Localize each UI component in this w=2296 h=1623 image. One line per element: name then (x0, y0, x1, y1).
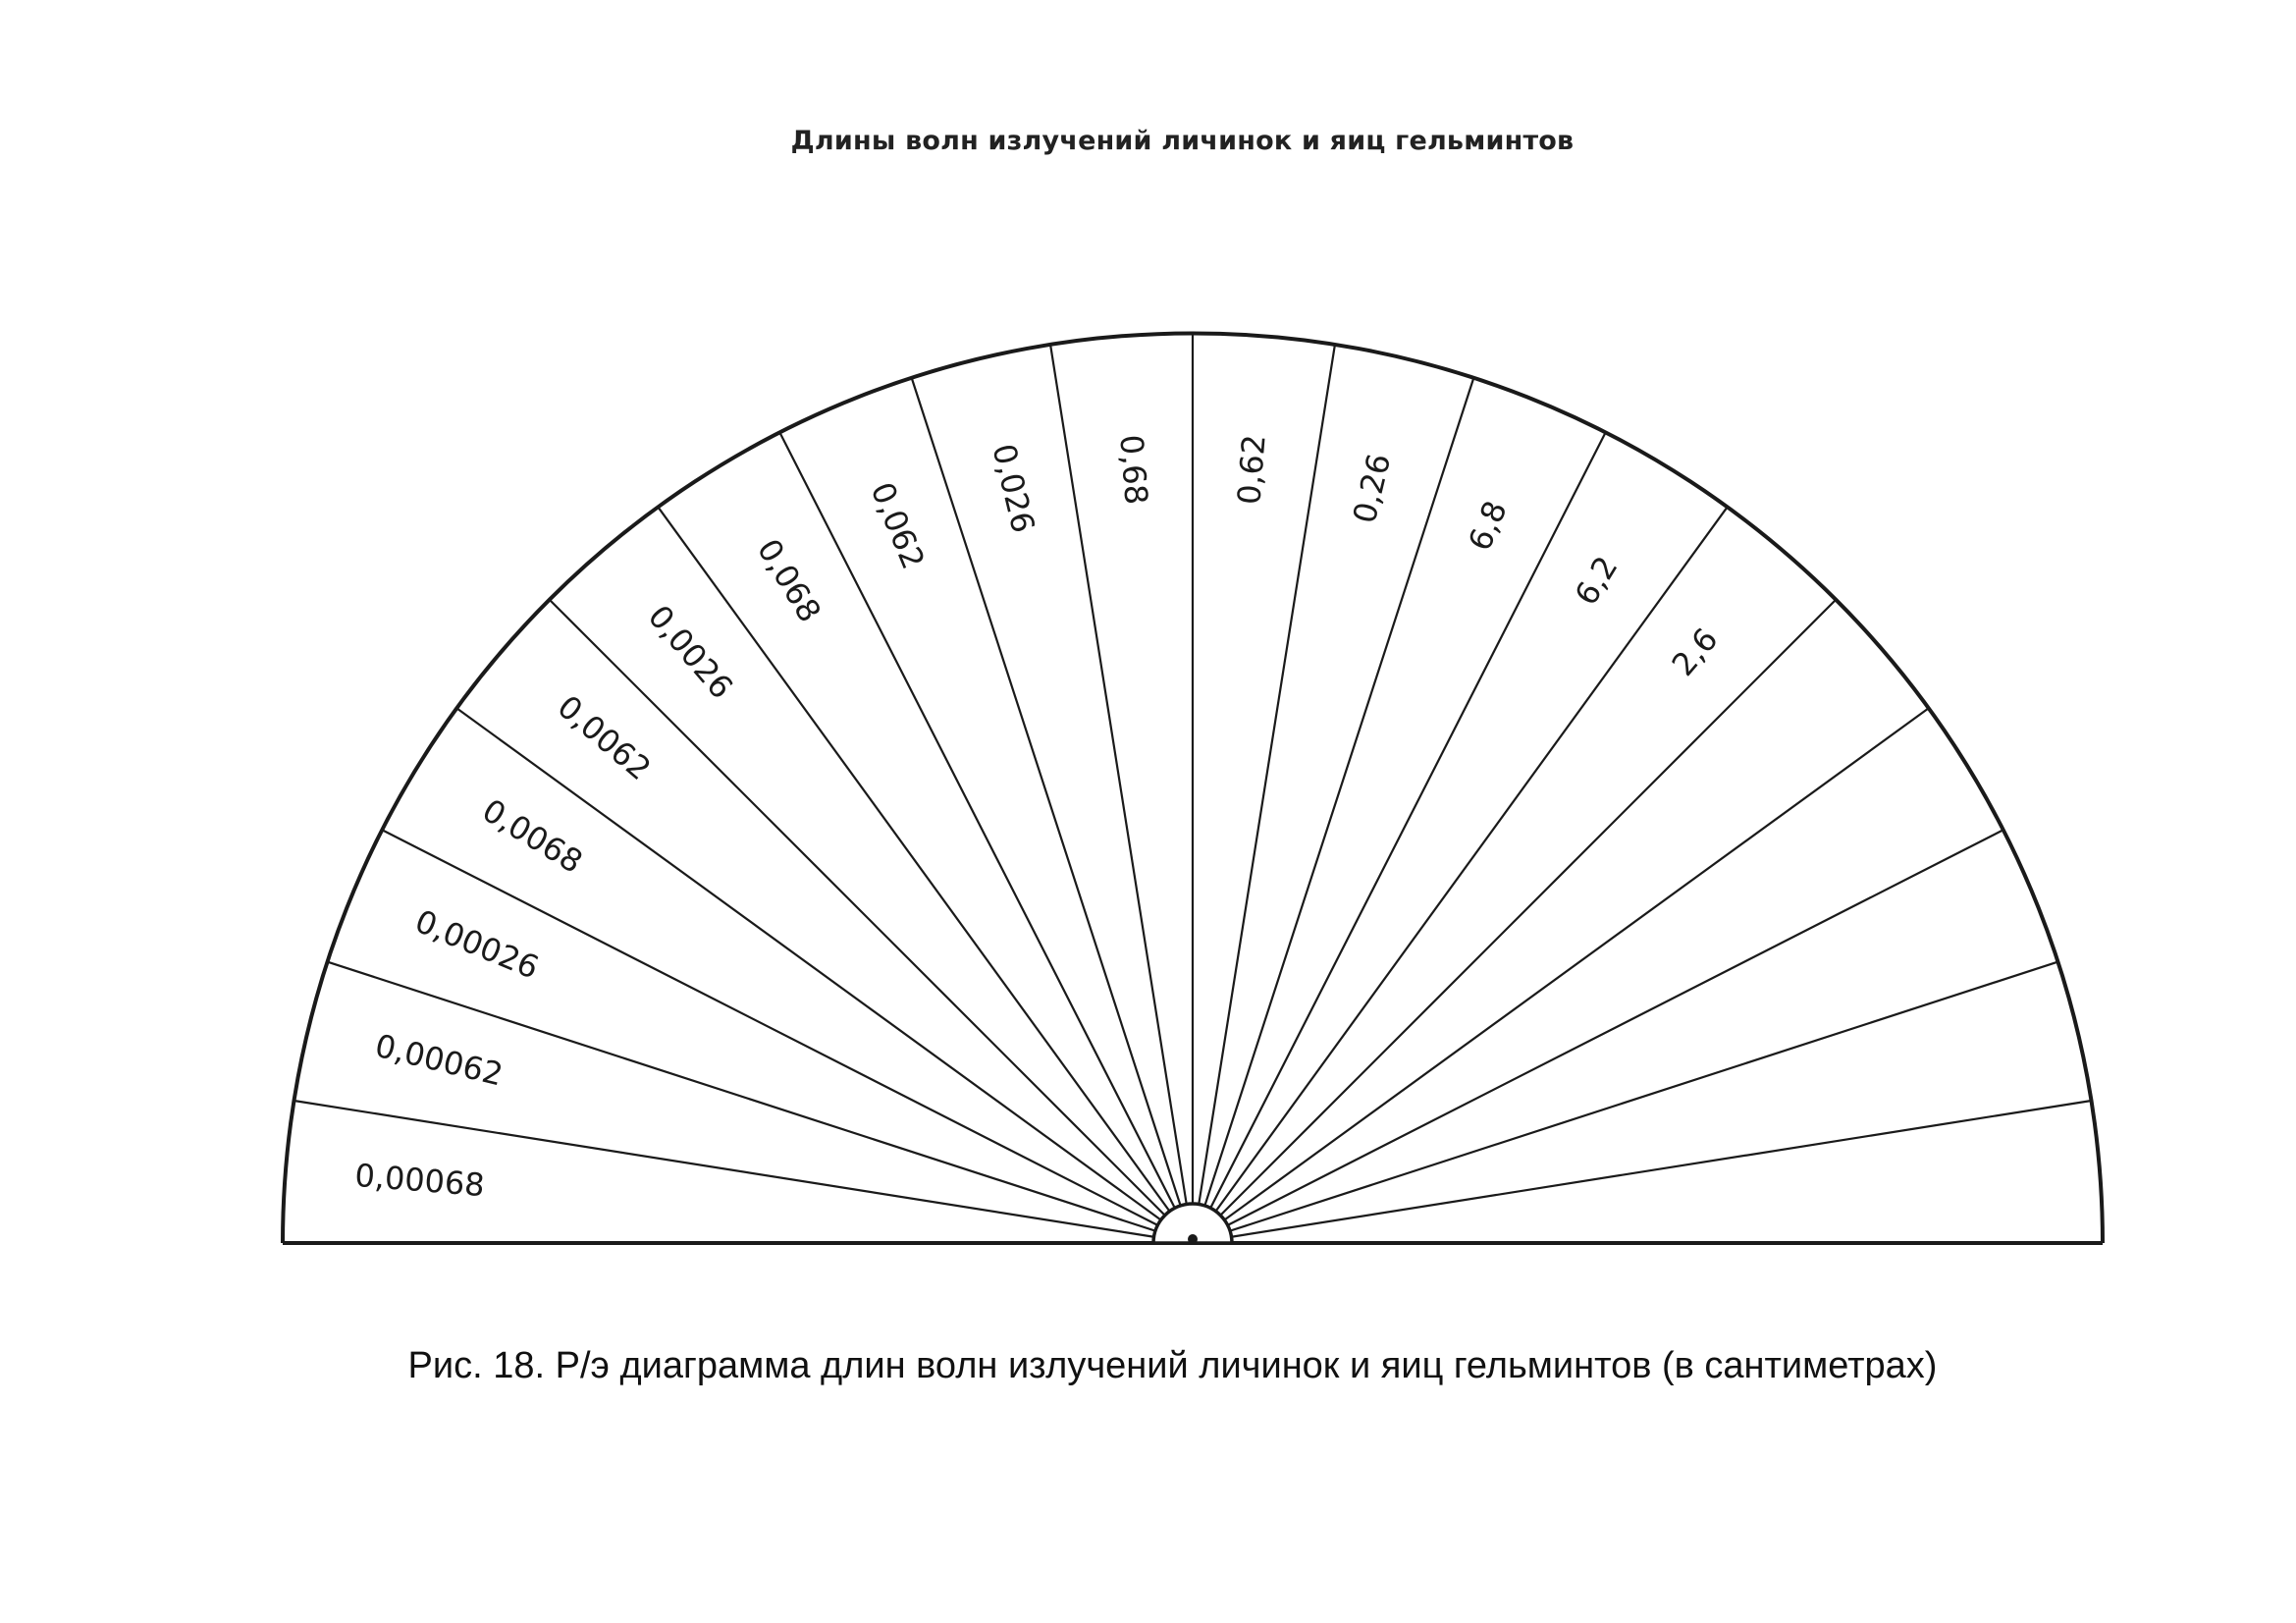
sector-label: 0,062 (863, 476, 933, 574)
pivot-point (1188, 1234, 1198, 1244)
sector-divider (779, 432, 1175, 1208)
sector-divider (382, 830, 1157, 1225)
sector-label: 0,68 (1112, 433, 1155, 507)
sector-label: 0,00068 (353, 1156, 487, 1205)
sector-label: 6,2 (1567, 549, 1626, 612)
sector-label: 0,0068 (475, 791, 590, 881)
sector-divider (1228, 830, 2003, 1225)
sector-label: 0,62 (1230, 433, 1273, 507)
sector-label: 0,026 (985, 440, 1042, 537)
sector-label: 2,6 (1664, 621, 1726, 683)
sector-divider (1220, 600, 1836, 1216)
sector-divider (1210, 432, 1606, 1208)
sector-dividers (294, 333, 2091, 1237)
sector-divider (550, 600, 1165, 1216)
sector-label: 0,00062 (371, 1026, 507, 1094)
sector-label: 6,8 (1461, 495, 1515, 557)
figure-caption: Рис. 18. Р/э диаграмма длин волн излучений личинок и яиц гельминтов (в сантиметрах) (407, 1345, 1938, 1386)
diagram-title: Длины волн излучений личинок и яиц гельминтов (790, 126, 1575, 156)
sector-label: 0,0062 (550, 687, 659, 788)
sector-label: 0,26 (1345, 450, 1399, 527)
sector-label: 0,068 (749, 532, 829, 629)
sector-divider (1230, 962, 2058, 1231)
sector-label: 0,0026 (640, 598, 741, 706)
sector-label: 0,00026 (409, 901, 545, 987)
